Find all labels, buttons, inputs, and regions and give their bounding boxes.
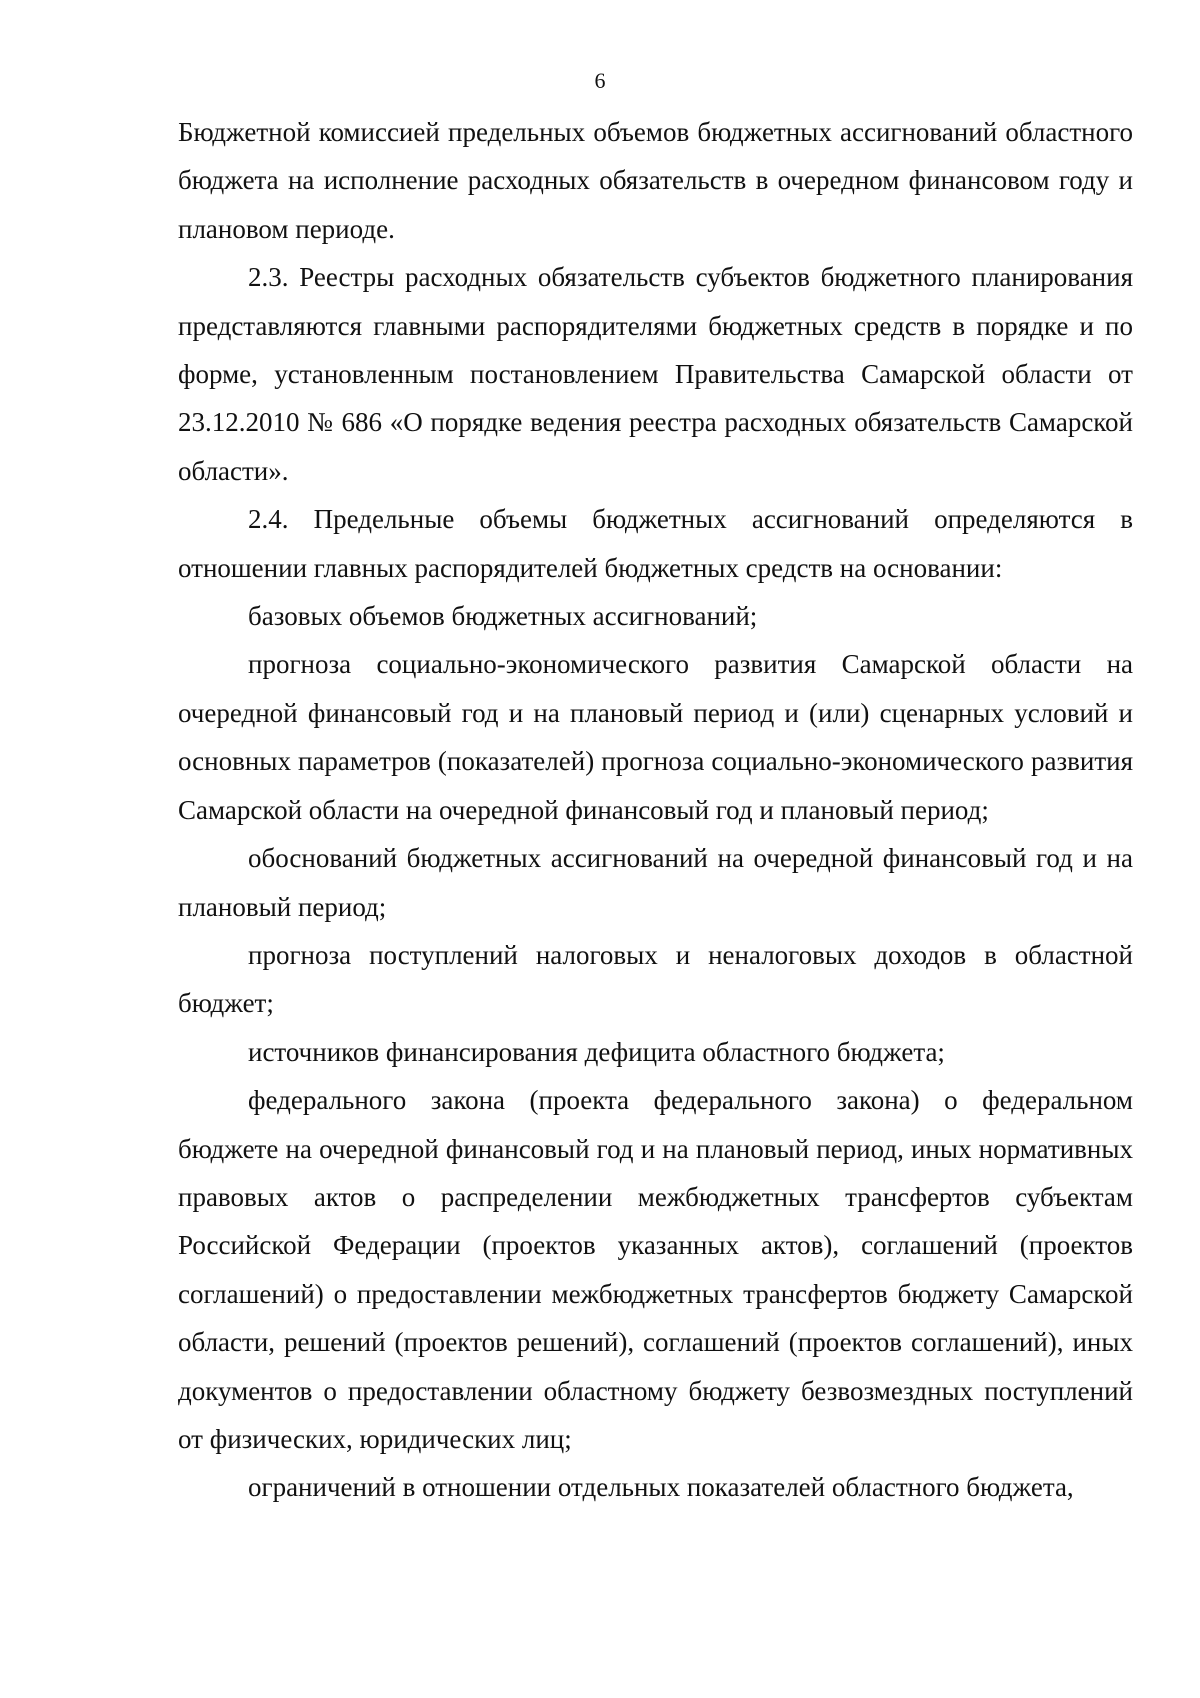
list-item-justifications: обоснований бюджетных ассигнований на очередной финансовый год и на плановый период; [178, 843, 1133, 922]
list-item-deficit-sources: источников финансирования дефицита областного бюджета; [248, 1036, 945, 1067]
page-number: 6 [594, 68, 606, 93]
document-body [178, 108, 1133, 1512]
list-item-federal-law: федерального закона (проекта федерального закона) о федеральном бюджете на очередной финансовый год и на плановый период, иных нормативных правовых актов о распределении межбюджетных трансфертов субъектам Российской Федерации (проектов указанных актов), соглашений (проектов соглашений) о предоставлении межбюджетных трансфертов бюджету Самарской области, решений (проектов решений), соглашений (проектов соглашений), иных документов о предоставлении областному бюджету безвозмездных поступлений от физических, юридических лиц; [178, 1085, 1133, 1454]
paragraph-continuation: Бюджетной комиссией предельных объемов бюджетных ассигнований областного бюджета на исполнение расходных обязательств в очередном финансовом году и плановом периоде. [178, 117, 1133, 244]
list-item-restrictions: ограничений в отношении отдельных показателей областного бюджета, [248, 1472, 1074, 1503]
paragraph-2-4-limits: 2.4. Предельные объемы бюджетных ассигнований определяются в отношении главных распорядителей бюджетных средств на основании: [178, 504, 1133, 583]
list-item-socioeconomic-forecast: прогноза социально-экономического развития Самарской области на очередной финансовый год и на плановый период и (или) сценарных условий и основных параметров (показателей) прогноза социально-экономического развития Самарской области на очередной финансовый год и плановый период; [178, 649, 1133, 825]
paragraph-2-3-registers: 2.3. Реестры расходных обязательств субъектов бюджетного планирования представляются главными распорядителями бюджетных средств в порядке и по форме, установленным постановлением Правительства Самарской области от 23.12.2010 № 686 «О порядке ведения реестра расходных обязательств Самарской области». [178, 262, 1133, 486]
list-item-revenue-forecast: прогноза поступлений налоговых и неналоговых доходов в областной бюджет; [178, 939, 1133, 1019]
list-item-base-volumes: базовых объемов бюджетных ассигнований; [248, 601, 758, 632]
